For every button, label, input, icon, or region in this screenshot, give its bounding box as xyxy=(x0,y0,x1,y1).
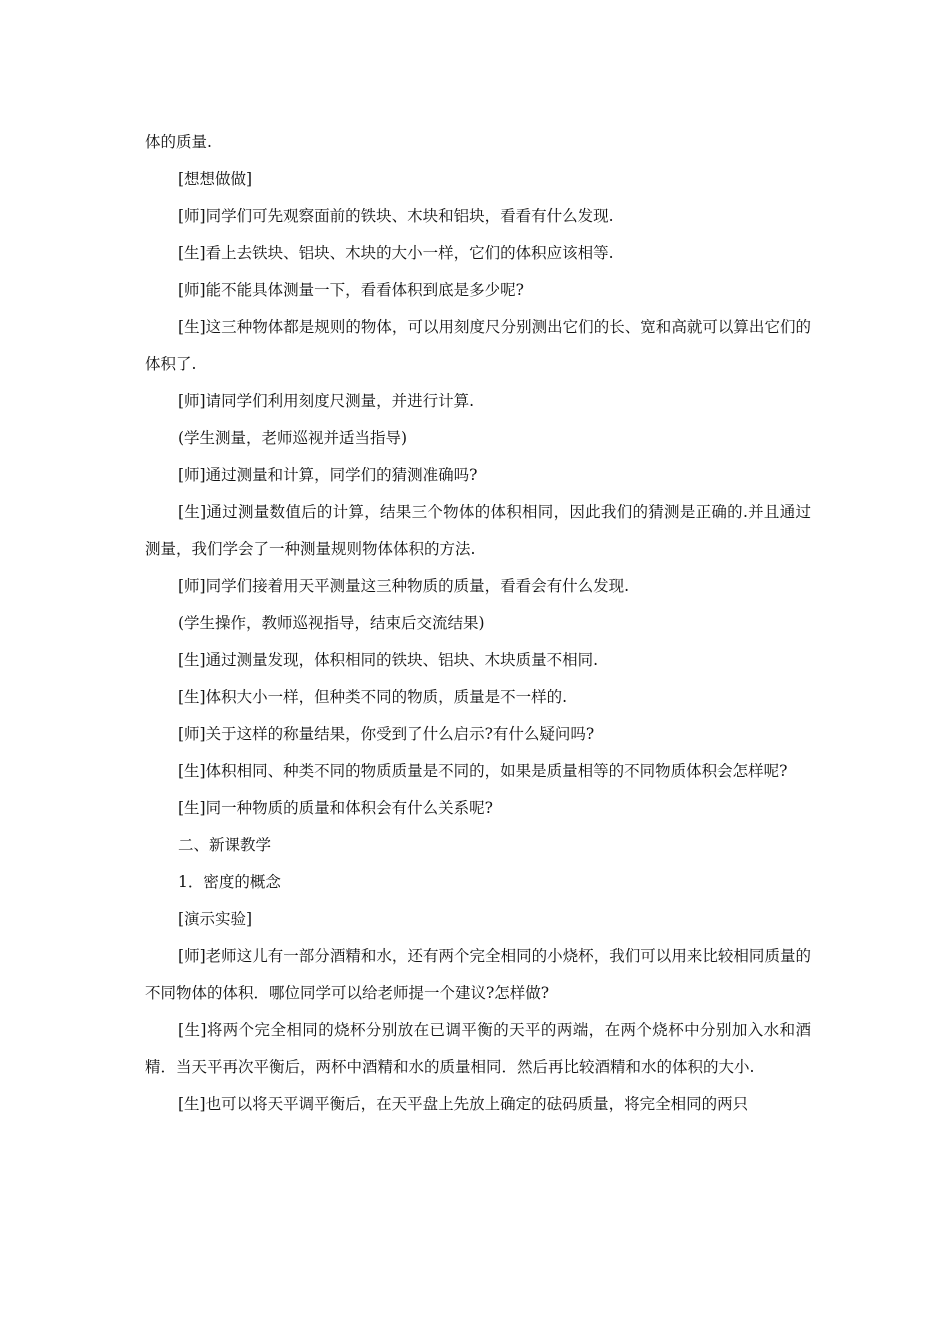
paragraph-teacher: [师]老师这儿有一部分酒精和水，还有两个完全相同的小烧杯，我们可以用来比较相同质量的不同物体的体积．哪位同学可以给老师提一个建议?怎样做? xyxy=(145,947,811,1002)
paragraph-teacher: [师]能不能具体测量一下，看看体积到底是多少呢? xyxy=(178,281,524,299)
document-body xyxy=(145,124,811,1123)
section-heading: 二、新课教学 xyxy=(178,836,272,854)
section-label-think-do: [想想做做] xyxy=(178,170,253,188)
subsection-heading: 1．密度的概念 xyxy=(178,873,281,891)
paragraph-note: (学生操作，教师巡视指导，结束后交流结果) xyxy=(178,614,485,632)
paragraph-teacher: [师]关于这样的称量结果，你受到了什么启示?有什么疑问吗? xyxy=(178,725,595,743)
paragraph-continued: 体的质量. xyxy=(145,133,212,151)
paragraph-teacher: [师]同学们接着用天平测量这三种物质的质量，看看会有什么发现. xyxy=(178,577,630,595)
paragraph-student: [生]通过测量数值后的计算，结果三个物体的体积相同，因此我们的猜测是正确的.并且通过测量，我们学会了一种测量规则物体体积的方法. xyxy=(145,503,811,558)
paragraph-note: (学生测量，老师巡视并适当指导) xyxy=(178,429,408,447)
paragraph-student: [生]这三种物体都是规则的物体，可以用刻度尺分别测出它们的长、宽和高就可以算出它们的体积了. xyxy=(145,318,811,373)
paragraph-student: [生]体积大小一样，但种类不同的物质，质量是不一样的. xyxy=(178,688,568,706)
paragraph-student: [生]也可以将天平调平衡后，在天平盘上先放上确定的砝码质量，将完全相同的两只 xyxy=(178,1095,749,1113)
paragraph-student: [生]将两个完全相同的烧杯分别放在已调平衡的天平的两端，在两个烧杯中分别加入水和酒精．当天平再次平衡后，两杯中酒精和水的质量相同．然后再比较酒精和水的体积的大小. xyxy=(145,1021,811,1076)
paragraph-teacher: [师]通过测量和计算，同学们的猜测准确吗? xyxy=(178,466,478,484)
paragraph-student: [生]同一种物质的质量和体积会有什么关系呢? xyxy=(178,799,493,817)
paragraph-student: [生]体积相同、种类不同的物质质量是不同的，如果是质量相等的不同物质体积会怎样呢? xyxy=(178,762,788,780)
paragraph-student: [生]看上去铁块、铝块、木块的大小一样，它们的体积应该相等. xyxy=(178,244,614,262)
paragraph-teacher: [师]同学们可先观察面前的铁块、木块和铝块，看看有什么发现. xyxy=(178,207,614,225)
section-label-demo: [演示实验] xyxy=(178,910,253,928)
paragraph-student: [生]通过测量发现，体积相同的铁块、铝块、木块质量不相同. xyxy=(178,651,599,669)
paragraph-teacher: [师]请同学们利用刻度尺测量，并进行计算. xyxy=(178,392,475,410)
